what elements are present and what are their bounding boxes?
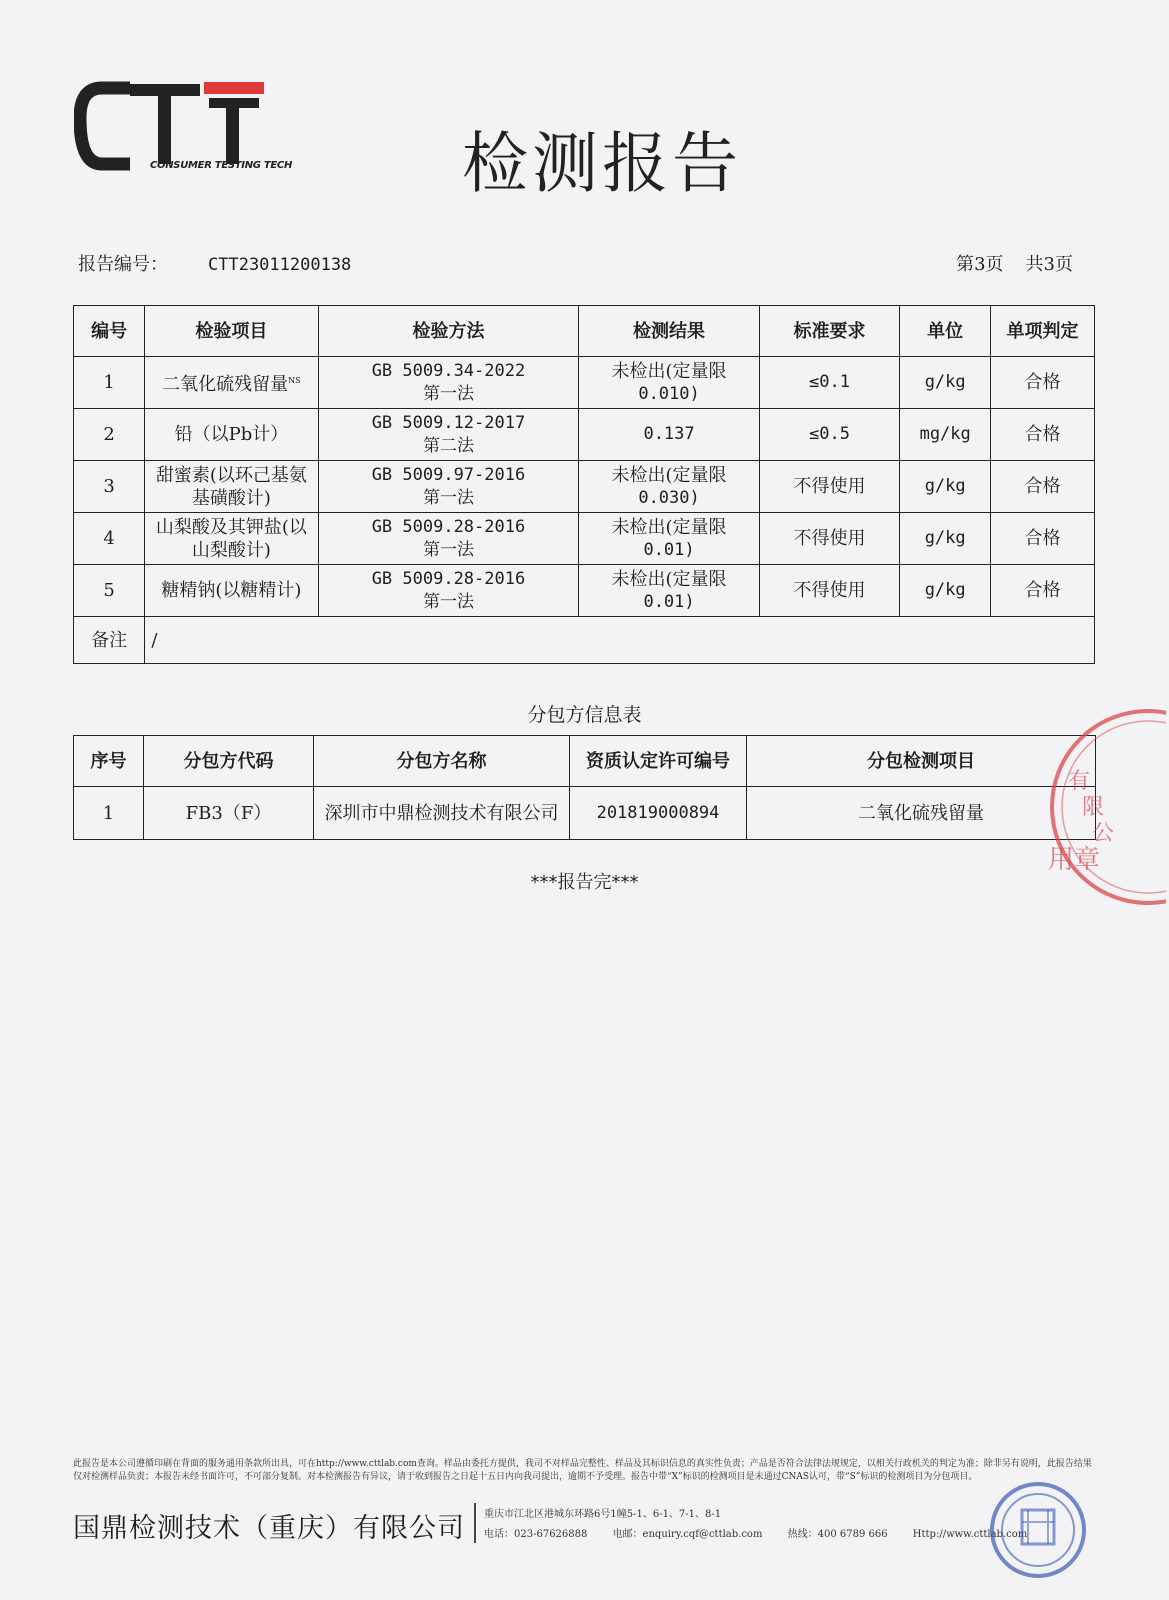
row-item: 甜蜜素(以环己基氨基磺酸计) [145, 461, 318, 513]
row-verdict: 合格 [991, 357, 1095, 409]
row-no: 3 [74, 461, 145, 513]
row-unit: g/kg [900, 461, 991, 513]
row-no: 5 [74, 565, 145, 617]
footer-disclaimer: 此报告是本公司遵循印刷在背面的服务通用条款所出具，可在http://www.cttlab.com查询。样品由委托方提供，我司不对样品完整性、样品及其标识信息的真实性负责；产品是否符合法律法规规定，以相关行政机关的判定为准；除非另有说明，此报告结果仅对检测样品负责；本报告未经书面许可，不可部分复制。对本检测报告有异议，请于收到报告之日起十五日内向我司提出，逾期不予受理。报告中带“X”标识的检测项目是未通过CNAS认可，带“S”标识的检测项目为分包项目。 [73, 1459, 1092, 1482]
header-method: 检验方法 [318, 306, 579, 357]
remark-row [74, 617, 1095, 664]
remark-label: 备注 [74, 617, 145, 664]
row-item: 二氧化硫残留量$^{NS}$ [145, 357, 318, 409]
svg-text:公: 公 [1092, 821, 1115, 846]
footer-address: 重庆市江北区港城东环路6号1幢5-1、6-1、7-1、8-1 [484, 1509, 722, 1520]
results-table [73, 305, 1095, 664]
row-result: 未检出(定量限 0.010) [579, 357, 759, 409]
header-item: 检验项目 [145, 306, 318, 357]
row-method: GB 5009.34-2022 第一法 [318, 357, 579, 409]
row-verdict: 合格 [991, 513, 1095, 565]
header-sub-item: 分包检测项目 [747, 736, 1096, 787]
row-verdict: 合格 [991, 409, 1095, 461]
company-seal-stamp [1040, 702, 1166, 912]
page-current: 第3页 [956, 254, 1004, 275]
row-result: 未检出(定量限 0.01) [579, 565, 759, 617]
item-superscript: NS [288, 376, 301, 385]
document-title: 检测报告 [462, 125, 742, 202]
page-total: 共3页 [1025, 254, 1073, 275]
row-requirement: 不得使用 [759, 461, 900, 513]
header-seq: 序号 [74, 736, 144, 787]
report-number-label: 报告编号： [78, 254, 168, 275]
page-indicator [956, 250, 1073, 276]
row-method: GB 5009.28-2016 第一法 [318, 513, 579, 565]
header-code: 分包方代码 [144, 736, 314, 787]
table-row [74, 787, 1096, 840]
row-no: 1 [74, 357, 145, 409]
results-header-row [74, 306, 1095, 357]
svg-text:用章: 用章 [1048, 845, 1101, 875]
header-license: 资质认定许可编号 [570, 736, 747, 787]
header-result: 检测结果 [579, 306, 759, 357]
row-no: 4 [74, 513, 145, 565]
row-item: 铅（以Pb计） [145, 409, 318, 461]
report-number [78, 250, 351, 276]
svg-text:有: 有 [1068, 769, 1091, 794]
subcontractor-header-row [74, 736, 1096, 787]
subcontractor-caption: 分包方信息表 [527, 704, 642, 726]
row-unit: mg/kg [900, 409, 991, 461]
header-no: 编号 [74, 306, 145, 357]
header-requirement: 标准要求 [759, 306, 900, 357]
footer-email: 电邮：enquiry.cqf@cttlab.com [612, 1529, 763, 1540]
row-result: 未检出(定量限 0.01) [579, 513, 759, 565]
row-verdict: 合格 [991, 461, 1095, 513]
footer-website: Http://www.cttlab.com [912, 1529, 1028, 1540]
row-result: 未检出(定量限 0.030) [579, 461, 759, 513]
table-row [74, 409, 1095, 461]
row-license: 201819000894 [570, 787, 747, 840]
table-row [74, 513, 1095, 565]
row-method: GB 5009.28-2016 第一法 [318, 565, 579, 617]
row-item: 糖精钠(以糖精计) [145, 565, 318, 617]
report-number-value: CTT23011200138 [208, 255, 352, 275]
row-no: 2 [74, 409, 145, 461]
table-row [74, 565, 1095, 617]
row-item: 山梨酸及其钾盐(以山梨酸计) [145, 513, 318, 565]
row-unit: g/kg [900, 565, 991, 617]
row-code: FB3（F） [144, 787, 314, 840]
row-name: 深圳市中鼎检测技术有限公司 [314, 787, 570, 840]
footer-divider [474, 1503, 476, 1543]
row-method: GB 5009.12-2017 第二法 [318, 409, 579, 461]
row-unit: g/kg [900, 513, 991, 565]
row-result: 0.137 [579, 409, 759, 461]
header-unit: 单位 [900, 306, 991, 357]
row-requirement: 不得使用 [759, 565, 900, 617]
footer-contacts [484, 1525, 1049, 1540]
footer-phone: 电话：023-67626888 [484, 1529, 588, 1540]
row-requirement: ≤0.5 [759, 409, 900, 461]
subcontractor-table [73, 735, 1096, 840]
table-row [74, 357, 1095, 409]
svg-text:限: 限 [1082, 795, 1105, 820]
footer-company-name: 国鼎检测技术（重庆）有限公司 [73, 1513, 465, 1544]
row-requirement: ≤0.1 [759, 357, 900, 409]
row-requirement: 不得使用 [759, 513, 900, 565]
table-row [74, 461, 1095, 513]
accreditation-seal-icon [988, 1480, 1088, 1580]
header-name: 分包方名称 [314, 736, 570, 787]
logo-subtitle: CONSUMER TESTING TECH [150, 160, 293, 171]
row-sub-item: 二氧化硫残留量 [747, 787, 1096, 840]
row-seq: 1 [74, 787, 144, 840]
remark-value: / [145, 617, 1095, 664]
row-method: GB 5009.97-2016 第一法 [318, 461, 579, 513]
row-unit: g/kg [900, 357, 991, 409]
report-end-marker: ***报告完*** [530, 872, 639, 893]
row-verdict: 合格 [991, 565, 1095, 617]
footer-hotline: 热线：400 6789 666 [787, 1529, 888, 1540]
header-verdict: 单项判定 [991, 306, 1095, 357]
